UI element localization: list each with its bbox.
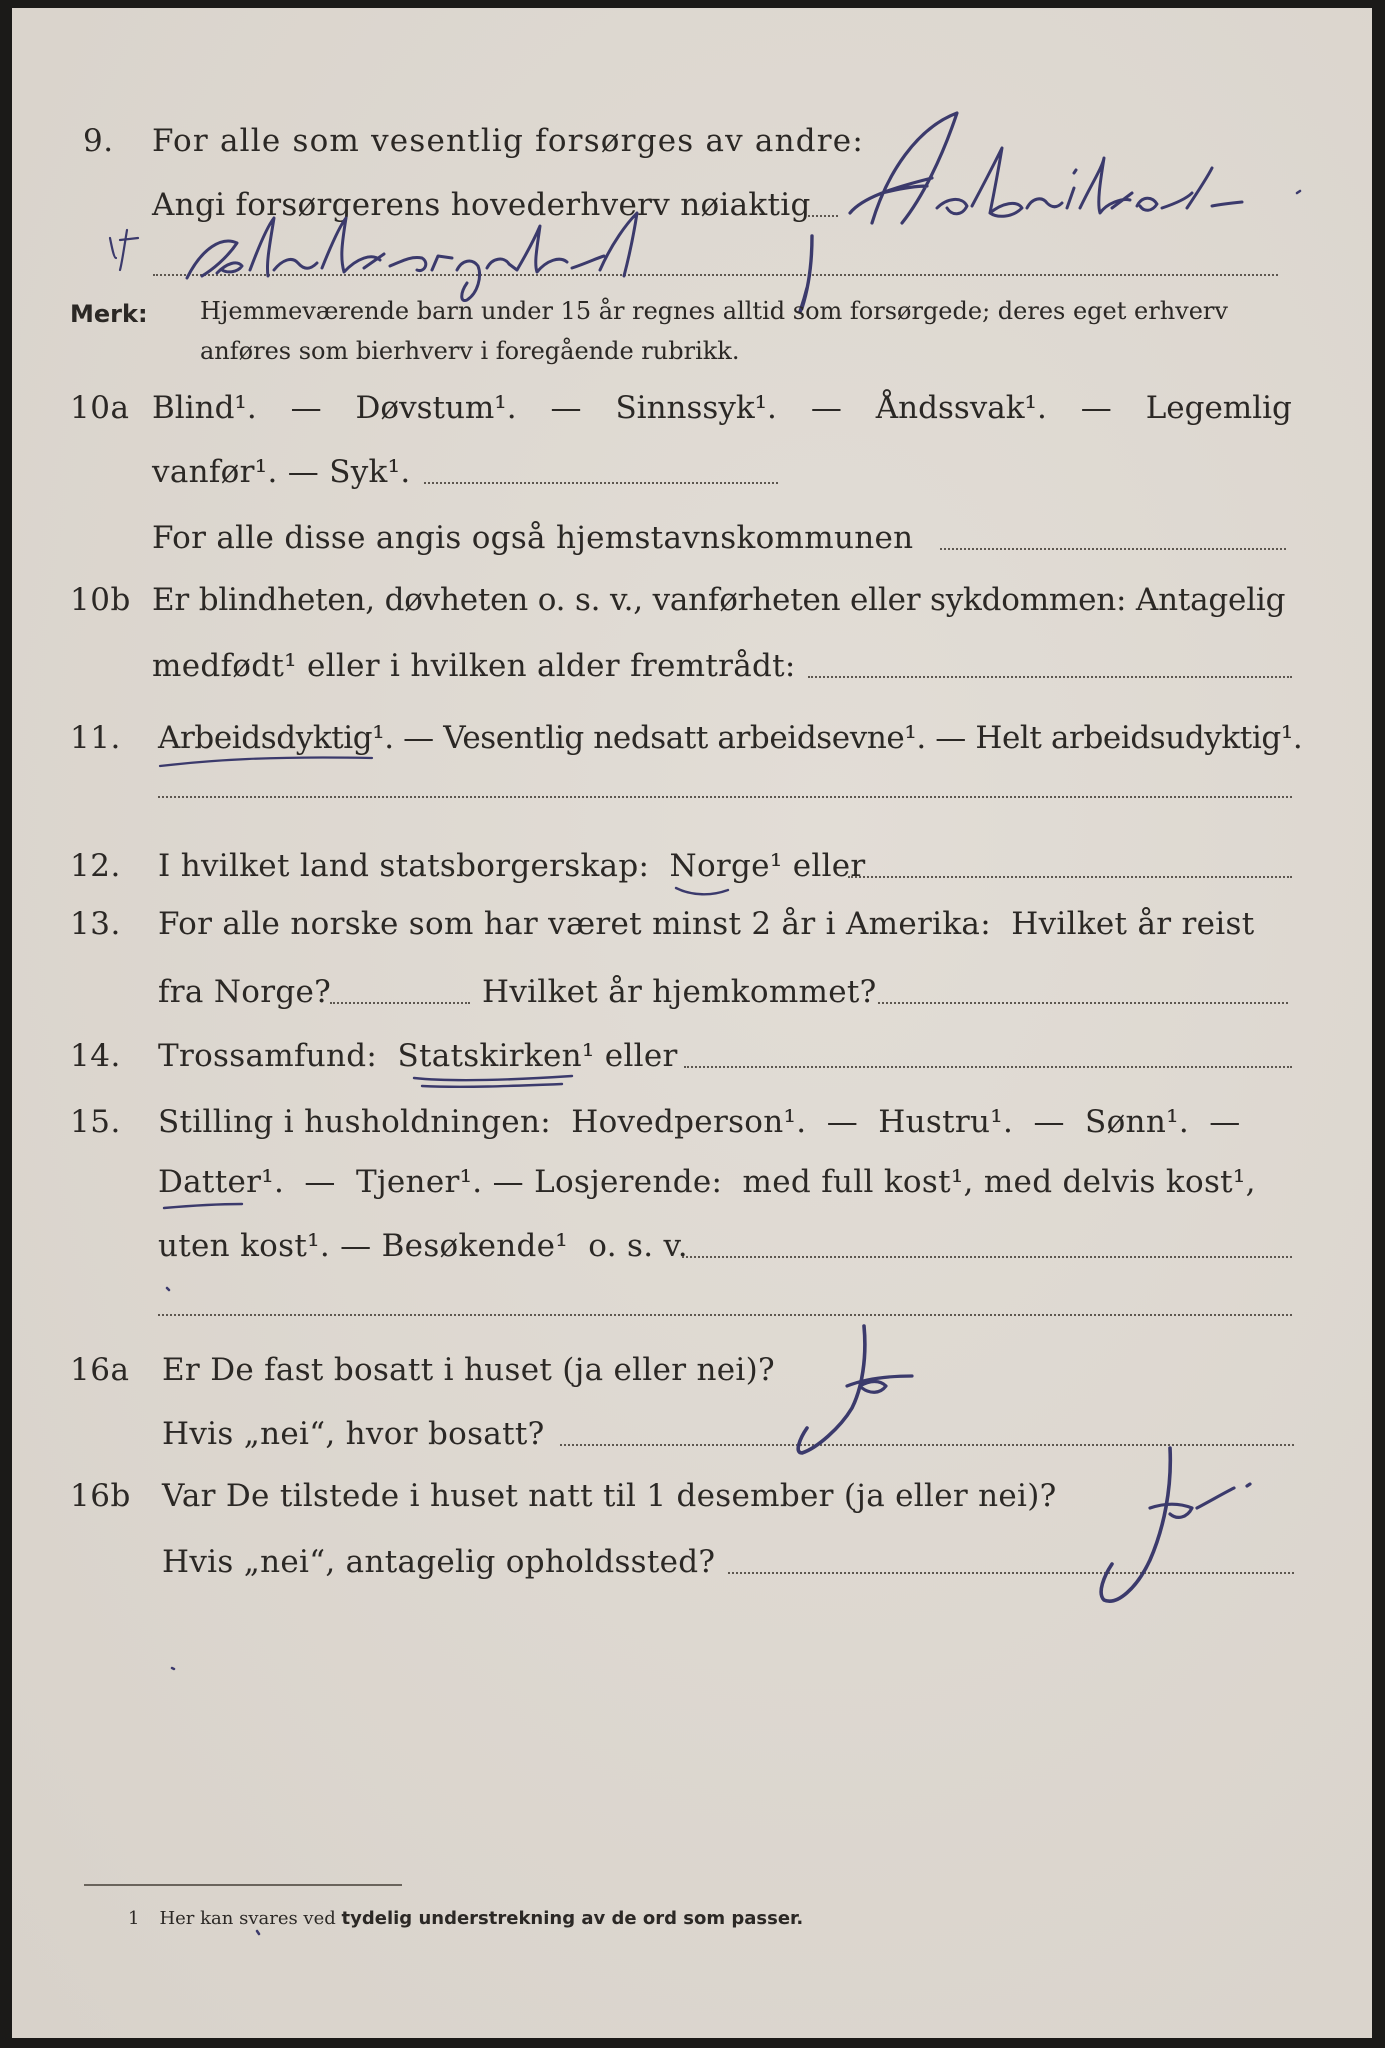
question-number: 10b [70,582,131,618]
census-form-page [12,8,1372,2038]
question-text: Hvis „nei“, antagelig opholdssted? [162,1544,716,1580]
paper-specks [12,8,1372,2038]
dash: — [1080,390,1112,426]
question-text: Er De fast bosatt i huset (ja eller nei)? [162,1352,775,1388]
footnote-text-bold: tydelig understrekning av de ord som passer. [341,1908,804,1929]
question-text: Stilling i husholdningen: Hovedperson¹. — Hustru¹. — Sønn¹. — [158,1104,1241,1140]
question-text: vanfør¹. — Syk¹. [152,454,411,490]
dash: — [550,390,582,426]
question-number: 10a [70,390,130,426]
question-text: For alle som vesentlig forsørges av andre: [152,123,864,159]
question-text: For alle disse angis også hjemstavnskommunen [152,520,914,556]
option-blind: Blind¹. [152,390,257,426]
merk-text: anføres som bierhverv i foregående rubrikk. [200,337,740,365]
question-number: 13. [70,906,121,942]
footnote [128,1908,803,1929]
footnote-text: Her kan svares ved [159,1908,342,1929]
footnote-divider [84,1884,402,1886]
question-text: For alle norske som har været minst 2 år i Amerika: Hvilket år reist [158,906,1255,942]
question-text: Er blindheten, døvheten o. s. v., vanførheten eller sykdommen: Antagelig [152,582,1286,618]
merk-text: Hjemmeværende barn under 15 år regnes alltid som forsørgede; deres eget erhverv [200,297,1228,325]
option-andssvak: Åndssvak¹. [875,390,1047,426]
question-text: Hvilket år hjemkommet? [482,974,877,1010]
option-sinnssyk: Sinnssyk¹. [615,390,777,426]
footnote-mark: 1 [128,1908,140,1929]
question-number: 12. [70,848,121,884]
option-dovstum: Døvstum¹. [355,390,517,426]
question-text: Arbeidsdyktig¹. — Vesentlig nedsatt arbeidsevne¹. — Helt arbeidsudyktig¹. [158,720,1303,756]
question-number: 16b [70,1478,131,1514]
question-text: medfødt¹ eller i hvilken alder fremtrådt: [152,648,796,684]
question-text: uten kost¹. — Besøkende¹ o. s. v. [158,1228,688,1264]
question-number: 11. [70,720,121,756]
question-number: 14. [70,1038,121,1074]
question-text: fra Norge? [158,974,332,1010]
question-text: Var De tilstede i huset natt til 1 desember (ja eller nei)? [162,1478,1057,1514]
question-text: Trossamfund: Statskirken¹ eller [158,1038,678,1074]
dash: — [810,390,842,426]
question-text: Datter¹. — Tjener¹. — Losjerende: med full kost¹, med delvis kost¹, [158,1164,1256,1200]
merk-label: Merk: [70,300,148,328]
question-text: I hvilket land statsborgerskap: Norge¹ eller [158,848,866,884]
question-text: Angi forsørgerens hovederhverv nøiaktig [152,187,811,223]
option-legemlig: Legemlig [1145,390,1292,426]
question-number: 15. [70,1104,121,1140]
question-number: 9. [83,123,114,159]
dash: — [290,390,322,426]
question-text: Hvis „nei“, hvor bosatt? [162,1416,545,1452]
question-number: 16a [70,1352,130,1388]
